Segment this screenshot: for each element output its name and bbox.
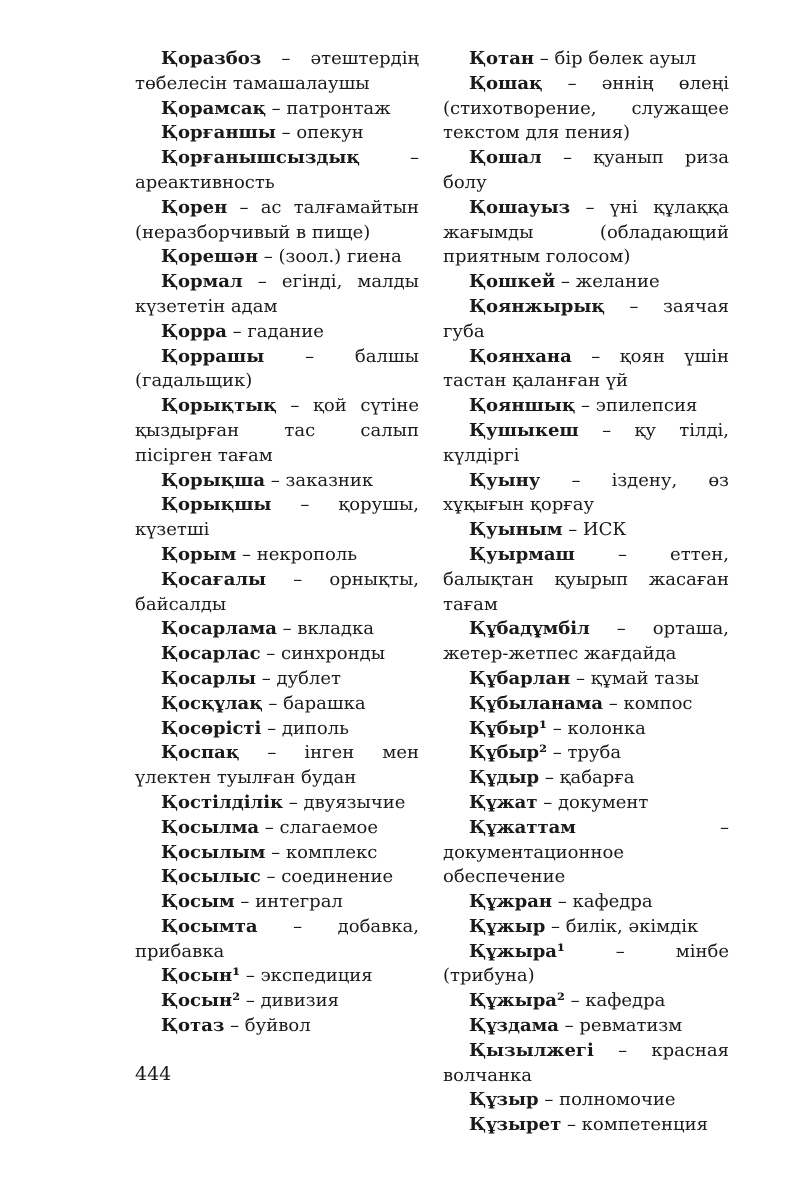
entry-headword: Қорешән [161, 246, 259, 268]
dictionary-entry [443, 989, 729, 1014]
dictionary-entry [443, 295, 729, 345]
entry-definition: – соединение [260, 866, 394, 888]
entry-headword: Қуырмаш [469, 543, 575, 565]
entry-definition: – билік, әкімдік [545, 915, 699, 937]
entry-headword: Қоянжырық [469, 295, 605, 317]
entry-headword: Қуыну [469, 469, 541, 491]
entry-headword: Қорықтық [161, 395, 277, 417]
dictionary-entry [135, 345, 419, 395]
dictionary-entry [135, 989, 419, 1014]
entry-headword: Құбадұмбіл [469, 618, 590, 640]
entry-definition: – заячая губа [443, 295, 729, 342]
dictionary-entry [135, 667, 419, 692]
entry-headword: Қоспақ [161, 742, 240, 764]
dictionary-entry [135, 270, 419, 320]
entry-definition: – буйвол [224, 1015, 311, 1037]
entry-definition: – қуанып риза болу [443, 147, 729, 193]
entry-definition: – орнықты, байсалды [135, 568, 419, 615]
dictionary-entry [135, 1014, 419, 1039]
entry-headword: Қорым [161, 543, 237, 565]
entry-definition: – інген мен үлектен туылған будан [135, 742, 419, 789]
entry-headword: Құжыр [469, 915, 546, 937]
entry-headword: Қосылым [161, 841, 266, 863]
entry-headword: Қосқұлақ [161, 692, 263, 714]
dictionary-entry [443, 791, 729, 816]
entry-headword: Құбыр² [469, 742, 548, 764]
entry-headword: Қошал [469, 147, 542, 169]
entry-definition: – қой сүтіне қыздырған тас салып пісірген тағам [135, 395, 419, 466]
entry-headword: Құздама [469, 1015, 559, 1037]
dictionary-entry [443, 469, 729, 519]
entry-headword: Қосағалы [161, 568, 267, 590]
entry-headword: Қошауыз [469, 196, 571, 218]
entry-definition: – красная волчанка [443, 1039, 729, 1086]
entry-headword: Құжран [469, 891, 553, 913]
dictionary-entry [135, 121, 419, 146]
entry-definition: – колонка [547, 717, 646, 739]
entry-definition: – документ [537, 791, 649, 813]
entry-headword: Қосын² [161, 990, 241, 1012]
entry-headword: Қорғанышсыздық [161, 147, 360, 169]
dictionary-entry [135, 320, 419, 345]
dictionary-entry [443, 617, 729, 667]
entry-definition: – компос [603, 692, 693, 714]
dictionary-entry [135, 791, 419, 816]
dictionary-entry [443, 394, 729, 419]
entry-definition: – қоян үшін тастан қаланған үй [443, 345, 729, 392]
dictionary-entry [443, 741, 729, 766]
entry-definition: – еттен, балықтан қуырып жасаған тағам [443, 543, 729, 615]
entry-definition: – ас талғамайтын (неразборчивый в пище) [135, 196, 419, 243]
dictionary-entry [443, 419, 729, 469]
dictionary-entry [135, 865, 419, 890]
entry-headword: Қотан [469, 48, 535, 69]
dictionary-entry [443, 940, 729, 990]
entry-headword: Қосым [161, 891, 235, 913]
dictionary-entry [443, 72, 729, 146]
dictionary-entry [443, 270, 729, 295]
entry-definition: – қорушы, күзетші [135, 494, 419, 541]
dictionary-entry [135, 568, 419, 618]
entry-headword: Қорғаншы [161, 122, 276, 144]
entry-definition: – дивизия [240, 990, 339, 1012]
entry-headword: Қорықшы [161, 494, 272, 516]
entry-definition: – бір бөлек ауыл [534, 48, 697, 69]
dictionary-entry [135, 469, 419, 494]
dictionary-entry [443, 1088, 729, 1113]
entry-headword: Қосөрісті [161, 717, 262, 739]
dictionary-entry [135, 47, 419, 97]
entry-definition: – қу тілді, күлдіргі [443, 419, 729, 466]
entry-definition: – комплекс [265, 841, 378, 863]
entry-headword: Қосылма [161, 816, 260, 838]
entry-headword: Қошақ [469, 72, 543, 94]
entry-definition: – дублет [256, 667, 341, 689]
dictionary-entry [135, 692, 419, 717]
dictionary-entry [135, 394, 419, 468]
entry-definition: – ареактивность [135, 147, 419, 193]
entry-definition: – труба [547, 742, 622, 764]
dictionary-entry [443, 543, 729, 617]
dictionary-entry [443, 915, 729, 940]
entry-definition: – заказник [265, 469, 374, 491]
entry-headword: Қосылыс [161, 866, 261, 888]
dictionary-entry [443, 146, 729, 196]
entry-headword: Құбыр¹ [469, 717, 548, 739]
entry-definition: – желание [555, 271, 660, 293]
dictionary-entry [135, 890, 419, 915]
dictionary-entry [443, 1039, 729, 1089]
entry-definition: – әтештердің төбелесін тамашалаушы [135, 48, 419, 94]
entry-definition: – құмай тазы [570, 667, 700, 689]
entry-headword: Қормал [161, 271, 243, 293]
entry-definition: – ИСК [562, 519, 627, 541]
entry-headword: Қосарлама [161, 618, 277, 640]
dictionary-entry [135, 741, 419, 791]
entry-headword: Құбыланама [469, 692, 604, 714]
entry-headword: Қотаз [161, 1015, 225, 1037]
entry-definition: – эпилепсия [575, 395, 698, 417]
entry-headword: Қорықша [161, 469, 266, 491]
entry-definition: – әннің өлеңі (стихотворение, служащее текстом для пения) [443, 72, 729, 144]
entry-definition: – патронтаж [265, 97, 391, 119]
dictionary-entry [443, 667, 729, 692]
entry-headword: Құзырет [469, 1114, 562, 1136]
dictionary-entry [443, 47, 729, 72]
entry-headword: Қосымта [161, 915, 258, 937]
dictionary-entry [443, 890, 729, 915]
dictionary-entry [135, 196, 419, 246]
entry-headword: Қояншық [469, 395, 576, 417]
entry-definition: – ревматизм [558, 1015, 683, 1037]
entry-definition: – қабарға [539, 767, 635, 789]
dictionary-entry [135, 841, 419, 866]
entry-headword: Қоянхана [469, 345, 572, 367]
dictionary-entry [135, 97, 419, 122]
dictionary-entry [135, 493, 419, 543]
entry-headword: Құдыр [469, 767, 540, 789]
dictionary-entry [135, 245, 419, 270]
dictionary-entry [443, 717, 729, 742]
entry-definition: – двуязычие [283, 791, 406, 813]
entry-definition: – (зоол.) гиена [258, 246, 402, 268]
entry-definition: – мінбе (трибуна) [443, 940, 729, 987]
entry-headword: Қорен [161, 196, 228, 218]
entry-definition: – барашка [262, 692, 366, 714]
dictionary-entry [135, 915, 419, 965]
page-number: 444 [135, 1063, 172, 1085]
entry-definition: – добавка, прибавка [135, 915, 419, 962]
dictionary-entry [135, 717, 419, 742]
entry-definition: – балшы (гадальщик) [135, 345, 419, 392]
entry-definition: – гадание [226, 320, 324, 342]
entry-definition: – диполь [261, 717, 349, 739]
dictionary-entry [443, 345, 729, 395]
entry-definition: – некрополь [236, 543, 358, 565]
entry-definition: – компетенция [561, 1114, 708, 1136]
dictionary-entry [443, 196, 729, 270]
entry-definition: – кафедра [564, 990, 666, 1012]
entry-definition: – егінді, малды күзететін адам [135, 271, 419, 317]
entry-headword: Қызылжегі [469, 1039, 594, 1061]
dictionary-entry [443, 518, 729, 543]
entry-headword: Қорамсақ [161, 97, 266, 119]
entry-headword: Қошкей [469, 271, 556, 293]
entry-definition: – полномочие [538, 1089, 676, 1111]
left-column [135, 47, 419, 1039]
entry-headword: Құзыр [469, 1089, 539, 1111]
entry-definition: – синхронды [260, 643, 386, 665]
dictionary-entry [135, 146, 419, 196]
right-column [443, 47, 729, 1138]
dictionary-entry [135, 816, 419, 841]
dictionary-entry [135, 617, 419, 642]
entry-definition: – интеграл [234, 891, 343, 913]
entry-headword: Қосын¹ [161, 965, 241, 987]
entry-headword: Құжаттам [469, 816, 576, 838]
dictionary-entry [135, 642, 419, 667]
entry-definition: – іздену, өз хұқығын қорғау [443, 469, 729, 516]
entry-headword: Құжыра² [469, 990, 565, 1012]
entry-headword: Қорра [161, 320, 227, 342]
dictionary-entry [443, 692, 729, 717]
dictionary-entry [443, 1014, 729, 1039]
entry-headword: Қоррашы [161, 345, 265, 367]
entry-definition: – кафедра [552, 891, 653, 913]
entry-definition: – вкладка [276, 618, 374, 640]
entry-headword: Қосарлас [161, 643, 261, 665]
entry-headword: Қосарлы [161, 667, 256, 689]
entry-headword: Құбарлан [469, 667, 571, 689]
entry-definition: – орташа, жетер-жетпес жағдайда [443, 618, 729, 665]
entry-definition: – экспедиция [240, 965, 373, 987]
dictionary-entry [443, 1113, 729, 1138]
entry-definition: – опекун [275, 122, 364, 144]
entry-headword: Құжат [469, 791, 538, 813]
entry-headword: Қуыным [469, 519, 563, 541]
entry-definition: – документационное обеспечение [443, 816, 729, 888]
entry-headword: Құжыра¹ [469, 940, 565, 962]
dictionary-entry [135, 543, 419, 568]
dictionary-entry [443, 766, 729, 791]
entry-headword: Қоразбоз [161, 48, 262, 69]
entry-definition: – үні құлаққа жағымды (обладающий приятным голосом) [443, 196, 729, 268]
entry-definition: – слагаемое [259, 816, 379, 838]
dictionary-entry [135, 964, 419, 989]
entry-headword: Қушыкеш [469, 419, 579, 441]
dictionary-entry [443, 816, 729, 890]
entry-headword: Қостілділік [161, 791, 284, 813]
